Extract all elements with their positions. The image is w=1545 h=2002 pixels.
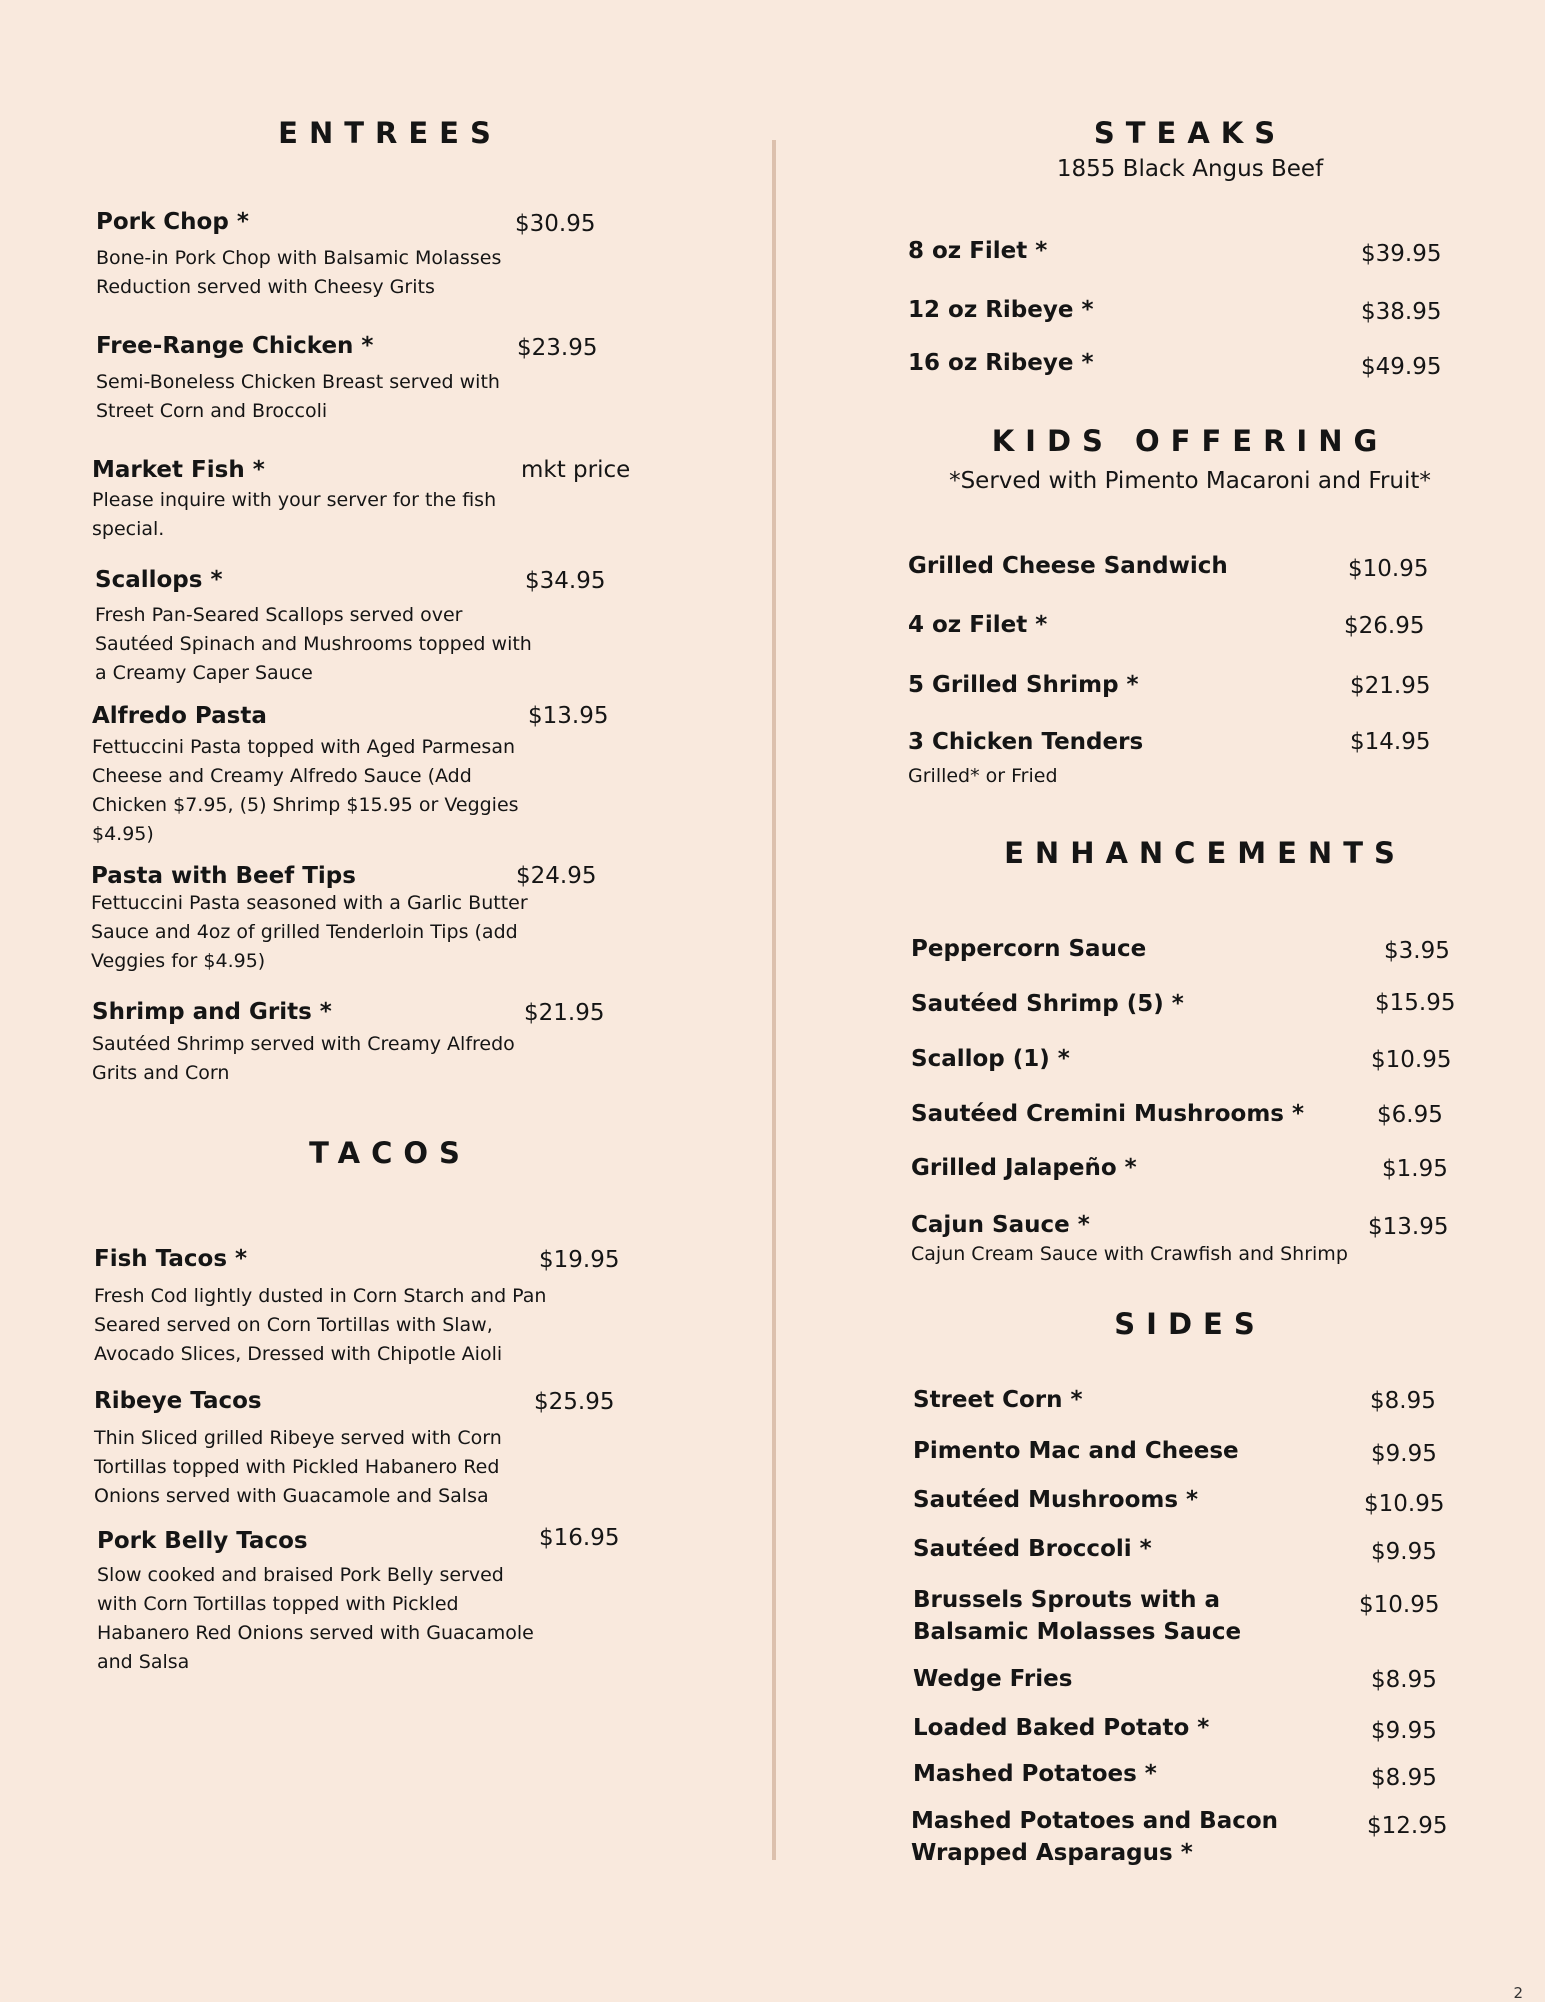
steak-name: 12 oz Ribeye * (908, 297, 1094, 323)
steak-price: $39.95 (1361, 241, 1442, 267)
enhancement-price: $10.95 (1371, 1047, 1452, 1073)
side-name: Sautéed Broccoli * (913, 1536, 1152, 1562)
enhancement-price: $15.95 (1375, 990, 1456, 1016)
kids-item-price: $14.95 (1350, 729, 1431, 755)
side-name: Brussels Sprouts with a Balsamic Molasses Sauce (913, 1587, 1242, 1645)
page-number: 2 (1513, 1984, 1523, 2002)
tacos-heading: TACOS (309, 1136, 471, 1170)
side-name: Mashed Potatoes * (913, 1761, 1157, 1787)
side-name: Pimento Mac and Cheese (913, 1438, 1239, 1464)
entree-name: Market Fish * (92, 457, 265, 483)
enhancement-name: Scallop (1) * (911, 1046, 1070, 1072)
entree-description: Sautéed Shrimp served with Creamy Alfredo Grits and Corn (92, 1033, 515, 1084)
entree-price: $23.95 (517, 335, 598, 361)
side-price: $8.95 (1371, 1765, 1437, 1791)
enhancement-name: Grilled Jalapeño * (911, 1155, 1137, 1181)
kids-item-name: 3 Chicken Tenders (908, 729, 1144, 755)
kids-subtitle: *Served with Pimento Macaroni and Fruit* (949, 468, 1431, 494)
enhancement-name: Sautéed Shrimp (5) * (911, 991, 1184, 1017)
steak-name: 8 oz Filet * (908, 238, 1048, 264)
side-price: $9.95 (1371, 1539, 1437, 1565)
taco-price: $16.95 (539, 1525, 620, 1551)
side-price: $10.95 (1359, 1592, 1440, 1618)
kids-heading: KIDS OFFERING (991, 424, 1389, 458)
taco-name: Pork Belly Tacos (97, 1528, 308, 1554)
steak-price: $49.95 (1361, 354, 1442, 380)
enhancement-description: Cajun Cream Sauce with Crawfish and Shrimp (911, 1243, 1348, 1265)
steak-name: 16 oz Ribeye * (908, 350, 1094, 376)
entree-name: Free-Range Chicken * (96, 333, 374, 359)
side-price: $8.95 (1370, 1388, 1436, 1414)
entree-price: $30.95 (515, 211, 596, 237)
taco-price: $19.95 (539, 1247, 620, 1273)
side-name: Street Corn * (913, 1387, 1083, 1413)
taco-name: Fish Tacos * (94, 1246, 248, 1272)
enhancement-name: Cajun Sauce * (911, 1212, 1090, 1238)
entree-price: mkt price (521, 457, 631, 483)
taco-description: Slow cooked and braised Pork Belly served with Corn Tortillas topped with Pickled Habanero Red Onions served with Guacamole and Salsa (97, 1564, 534, 1673)
side-price: $9.95 (1371, 1718, 1437, 1744)
entree-description: Semi-Boneless Chicken Breast served with Street Corn and Broccoli (96, 371, 500, 422)
entree-price: $24.95 (516, 863, 597, 889)
kids-item-price: $21.95 (1350, 673, 1431, 699)
side-price: $8.95 (1371, 1667, 1437, 1693)
kids-item-name: 4 oz Filet * (908, 612, 1048, 638)
kids-item-name: 5 Grilled Shrimp * (908, 672, 1139, 698)
enhancement-price: $3.95 (1384, 938, 1450, 964)
column-divider (772, 140, 776, 1860)
entree-price: $34.95 (525, 568, 606, 594)
taco-description: Fresh Cod lightly dusted in Corn Starch and Pan Seared served on Corn Tortillas with Slaw, Avocado Slices, Dressed with Chipotle Aioli (94, 1285, 547, 1365)
steaks-heading: STEAKS (1093, 116, 1287, 150)
sides-heading: SIDES (1114, 1307, 1266, 1341)
entree-name: Pasta with Beef Tips (91, 863, 356, 889)
steak-price: $38.95 (1361, 299, 1442, 325)
enhancement-price: $13.95 (1368, 1214, 1449, 1240)
side-name: Loaded Baked Potato * (913, 1715, 1210, 1741)
side-name: Wedge Fries (913, 1666, 1073, 1692)
entree-price: $13.95 (528, 703, 609, 729)
enhancements-heading: ENHANCEMENTS (1004, 836, 1406, 870)
entree-name: Pork Chop * (96, 209, 249, 235)
entree-description: Fresh Pan-Seared Scallops served over Sautéed Spinach and Mushrooms topped with a Creamy Caper Sauce (95, 604, 532, 684)
entree-description: Please inquire with your server for the fish special. (92, 489, 497, 540)
side-price: $12.95 (1367, 1813, 1448, 1839)
enhancement-name: Peppercorn Sauce (911, 936, 1147, 962)
taco-price: $25.95 (534, 1389, 615, 1415)
kids-item-description: Grilled* or Fried (908, 765, 1058, 787)
side-price: $9.95 (1371, 1441, 1437, 1467)
kids-item-price: $10.95 (1348, 556, 1429, 582)
entree-description: Fettuccini Pasta seasoned with a Garlic Butter Sauce and 4oz of grilled Tenderloin Tips (add Veggies for $4.95) (91, 892, 528, 972)
taco-name: Ribeye Tacos (94, 1388, 262, 1414)
entree-name: Scallops * (95, 567, 223, 593)
enhancement-price: $6.95 (1377, 1102, 1443, 1128)
entree-price: $21.95 (524, 1000, 605, 1026)
entree-name: Shrimp and Grits * (92, 999, 332, 1025)
enhancement-price: $1.95 (1382, 1156, 1448, 1182)
side-price: $10.95 (1364, 1491, 1445, 1517)
entree-name: Alfredo Pasta (92, 703, 267, 729)
kids-item-name: Grilled Cheese Sandwich (908, 553, 1228, 579)
side-name: Mashed Potatoes and Bacon Wrapped Asparagus * (911, 1808, 1279, 1866)
entree-description: Fettuccini Pasta topped with Aged Parmesan Cheese and Creamy Alfredo Sauce (Add Chicken $7.95, (5) Shrimp $15.95 or Veggies $4.95) (92, 736, 519, 845)
taco-description: Thin Sliced grilled Ribeye served with Corn Tortillas topped with Pickled Habanero Red Onions served with Guacamole and Salsa (94, 1427, 502, 1507)
side-name: Sautéed Mushrooms * (913, 1487, 1199, 1513)
enhancement-name: Sautéed Cremini Mushrooms * (911, 1101, 1305, 1127)
entree-description: Bone-in Pork Chop with Balsamic Molasses Reduction served with Cheesy Grits (96, 247, 502, 298)
steaks-subtitle: 1855 Black Angus Beef (1056, 156, 1324, 182)
entrees-heading: ENTREES (278, 116, 502, 150)
kids-item-price: $26.95 (1344, 613, 1425, 639)
